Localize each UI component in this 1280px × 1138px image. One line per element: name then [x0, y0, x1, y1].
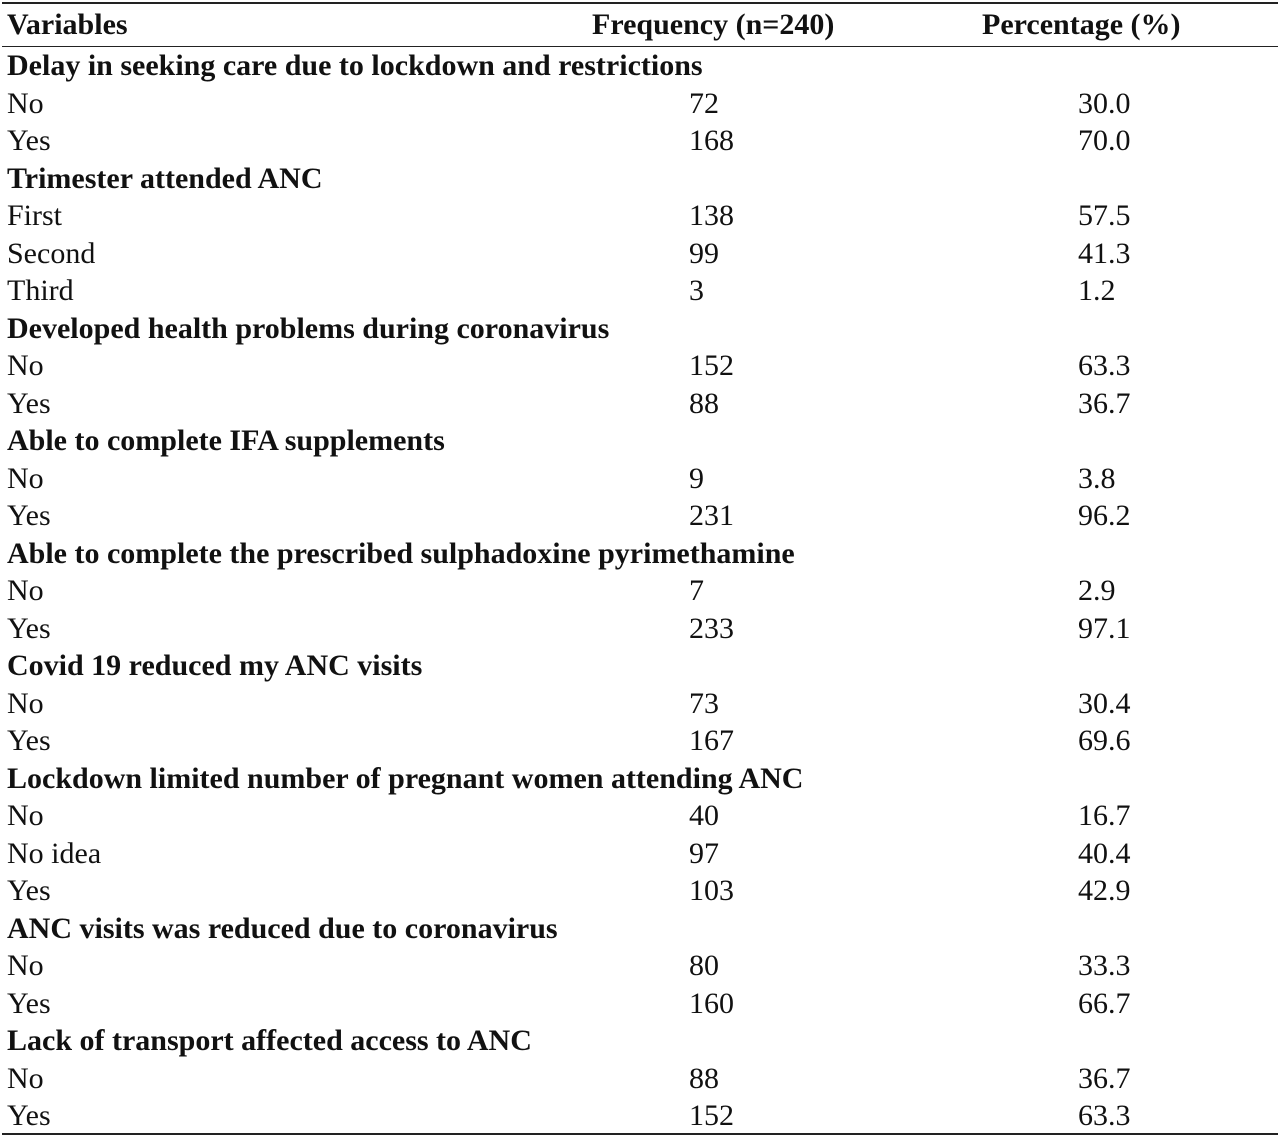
table-row — [0, 272, 1280, 310]
row-label: Third — [7, 274, 74, 307]
section-label: ANC visits was reduced due to coronavirus — [7, 911, 558, 945]
row-label: No — [7, 686, 44, 720]
table-row — [0, 985, 1280, 1023]
section-header-row — [0, 1022, 1280, 1060]
section-header-row — [0, 910, 1280, 948]
frequency-cell: 9 — [689, 461, 704, 495]
percentage-cell: 63.3 — [1078, 1099, 1131, 1132]
frequency-cell: 152 — [689, 1099, 734, 1132]
section-header-row — [0, 535, 1280, 573]
percentage-cell: 36.7 — [1078, 1061, 1131, 1095]
percentage-cell: 66.7 — [1078, 986, 1131, 1020]
section-header-row — [0, 160, 1280, 198]
row-label: Yes — [7, 986, 51, 1020]
section-header-row — [0, 760, 1280, 798]
frequency-cell: 88 — [689, 386, 719, 420]
percentage-cell: 41.3 — [1078, 236, 1131, 270]
frequency-cell: 40 — [689, 799, 719, 832]
table-row — [0, 347, 1280, 385]
percentage-cell: 69.6 — [1078, 724, 1131, 757]
row-label: No — [7, 799, 44, 832]
section-label: Trimester attended ANC — [7, 161, 323, 195]
table-row — [0, 497, 1280, 535]
row-label: No — [7, 574, 44, 607]
frequency-cell: 88 — [689, 1061, 719, 1095]
header-variables: Variables — [7, 8, 128, 41]
table-row — [0, 85, 1280, 123]
row-label: Yes — [7, 874, 51, 907]
frequency-cell: 231 — [689, 499, 734, 532]
table-row — [0, 385, 1280, 423]
frequency-cell: 103 — [689, 874, 734, 907]
percentage-cell: 2.9 — [1078, 574, 1116, 607]
frequency-cell: 152 — [689, 349, 734, 382]
table-row — [0, 835, 1280, 873]
percentage-cell: 63.3 — [1078, 349, 1131, 382]
table-row — [0, 122, 1280, 160]
row-label: No — [7, 349, 44, 382]
percentage-cell: 30.0 — [1078, 86, 1131, 120]
section-label: Able to complete the prescribed sulphadoxine pyrimethamine — [7, 536, 795, 570]
table-row — [0, 797, 1280, 835]
section-header-row — [0, 422, 1280, 460]
row-label: Second — [7, 236, 96, 270]
table-row — [0, 460, 1280, 498]
frequency-cell: 7 — [689, 574, 704, 607]
frequency-cell: 233 — [689, 611, 734, 645]
section-header-row — [0, 47, 1280, 85]
row-label: Yes — [7, 611, 51, 645]
percentage-cell: 3.8 — [1078, 461, 1116, 495]
section-label: Able to complete IFA supplements — [7, 424, 445, 457]
frequency-cell: 160 — [689, 986, 734, 1020]
row-label: No — [7, 949, 44, 982]
section-label: Developed health problems during coronavirus — [7, 311, 610, 345]
top-rule — [2, 2, 1278, 4]
percentage-cell: 33.3 — [1078, 949, 1131, 982]
row-label: Yes — [7, 386, 51, 420]
table-row — [0, 1060, 1280, 1098]
header-percentage: Percentage (%) — [982, 8, 1181, 41]
section-label: Delay in seeking care due to lockdown and restrictions — [7, 49, 703, 82]
percentage-cell: 97.1 — [1078, 611, 1131, 645]
section-header-row — [0, 310, 1280, 348]
section-label: Covid 19 reduced my ANC visits — [7, 649, 423, 682]
table-header — [0, 6, 1280, 44]
row-label: Yes — [7, 1099, 51, 1132]
percentage-cell: 40.4 — [1078, 836, 1131, 870]
section-label: Lockdown limited number of pregnant women attending ANC — [7, 761, 804, 795]
table-row — [0, 947, 1280, 985]
frequency-cell: 97 — [689, 836, 719, 870]
section-label: Lack of transport affected access to ANC — [7, 1024, 532, 1057]
frequency-cell: 80 — [689, 949, 719, 982]
table-row — [0, 235, 1280, 273]
table-row — [0, 872, 1280, 910]
header-frequency: Frequency (n=240) — [592, 8, 835, 41]
percentage-cell: 42.9 — [1078, 874, 1131, 907]
row-label: No — [7, 1061, 44, 1095]
percentage-cell: 16.7 — [1078, 799, 1131, 832]
row-label: Yes — [7, 724, 51, 757]
frequency-cell: 73 — [689, 686, 719, 720]
table-row — [0, 572, 1280, 610]
row-label: Yes — [7, 499, 51, 532]
table-row — [0, 1097, 1280, 1135]
frequency-cell: 138 — [689, 199, 734, 232]
row-label: No — [7, 461, 44, 495]
frequency-cell: 99 — [689, 236, 719, 270]
frequency-cell: 72 — [689, 86, 719, 120]
percentage-cell: 96.2 — [1078, 499, 1131, 532]
row-label: No — [7, 86, 44, 120]
table-row — [0, 685, 1280, 723]
percentage-cell: 1.2 — [1078, 274, 1116, 307]
table-row — [0, 610, 1280, 648]
percentage-cell: 36.7 — [1078, 386, 1131, 420]
percentage-cell: 30.4 — [1078, 686, 1131, 720]
percentage-cell: 70.0 — [1078, 124, 1131, 157]
frequency-cell: 168 — [689, 124, 734, 157]
frequency-cell: 167 — [689, 724, 734, 757]
row-label: First — [7, 199, 63, 232]
section-header-row — [0, 647, 1280, 685]
row-label: No idea — [7, 836, 102, 870]
table-row — [0, 722, 1280, 760]
frequency-cell: 3 — [689, 274, 704, 307]
row-label: Yes — [7, 124, 51, 157]
percentage-cell: 57.5 — [1078, 199, 1131, 232]
bottom-rule — [2, 1133, 1278, 1135]
table-row — [0, 197, 1280, 235]
